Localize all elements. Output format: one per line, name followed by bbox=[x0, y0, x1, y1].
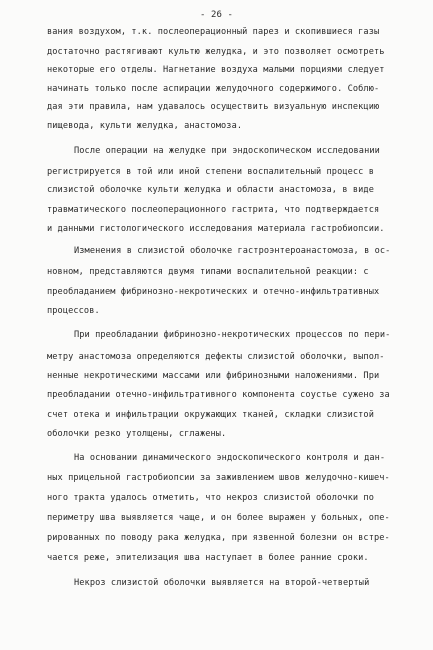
text-line: дая эти правила, нам удавалось осуществить визуальную инспекцию bbox=[47, 102, 380, 112]
text-line: чается реже, эпителизация шва наступает в более ранние сроки. bbox=[47, 553, 369, 563]
text-line: новном, представляются двумя типами воспалительной реакции: с bbox=[47, 267, 369, 277]
text-line: оболочки резко утолщены, сглажены. bbox=[47, 429, 227, 439]
text-line: После операции на желудке при эндоскопическом исследовании bbox=[74, 146, 380, 156]
text-line: преобладанием фибринозно-некротических и отечно-инфильтративных bbox=[47, 287, 380, 297]
text-line: ных прицельной гастробиопсии за заживлением швов желудочно-кишеч- bbox=[47, 473, 390, 483]
page-number: - 26 - bbox=[199, 10, 234, 20]
text-line: слизистой оболочке культи желудка и области анастомоза, в виде bbox=[47, 185, 374, 195]
text-line: На основании динамического эндоскопического контроля и дан- bbox=[74, 453, 386, 463]
text-line: Изменения в слизистой оболочке гастроэнтероанастомоза, в ос- bbox=[74, 246, 391, 256]
text-line: При преобладании фибринозно-некротических процессов по пери- bbox=[74, 330, 391, 340]
text-line: некоторые его отделы. Нагнетание воздуха малыми порциями следует bbox=[47, 65, 385, 75]
text-line: ненные некротическими массами или фибринозными наложениями. При bbox=[47, 371, 380, 381]
text-line: травматического послеоперационного гастрита, что подтверждается bbox=[47, 205, 380, 215]
text-line: процессов. bbox=[47, 306, 100, 316]
text-line: рированных по поводу рака желудка, при язвенной болезни он встре- bbox=[47, 533, 390, 543]
text-line: достаточно растягивают культю желудка, и это позволяет осмотреть bbox=[47, 47, 385, 57]
text-line: метру анастомоза определяются дефекты слизистой оболочки, выпол- bbox=[47, 352, 385, 362]
text-line: преобладании отечно-инфильтративного компонента соустье сужено за bbox=[47, 390, 390, 400]
text-line: счет отека и инфильтрации окружающих тканей, складки слизистой bbox=[47, 410, 374, 420]
text-line: регистрируется в той или иной степени воспалительный процесс в bbox=[47, 167, 374, 177]
text-line: ного тракта удалось отметить, что некроз слизистой оболочки по bbox=[47, 493, 374, 503]
text-line: начинать только после аспирации желудочного содержимого. Соблю- bbox=[47, 84, 380, 94]
text-line: вания воздухом, т.к. послеоперационный парез и скопившиеся газы bbox=[47, 27, 380, 37]
text-line: пищевода, культи желудка, анастомоза. bbox=[47, 121, 243, 131]
text-line: Некроз слизистой оболочки выявляется на второй-четвертый bbox=[74, 578, 370, 588]
text-line: периметру шва выявляется чаще, и он более выражен у больных, опе- bbox=[47, 513, 390, 523]
text-line: и данными гистологического исследования материала гастробиопсии. bbox=[47, 224, 385, 234]
